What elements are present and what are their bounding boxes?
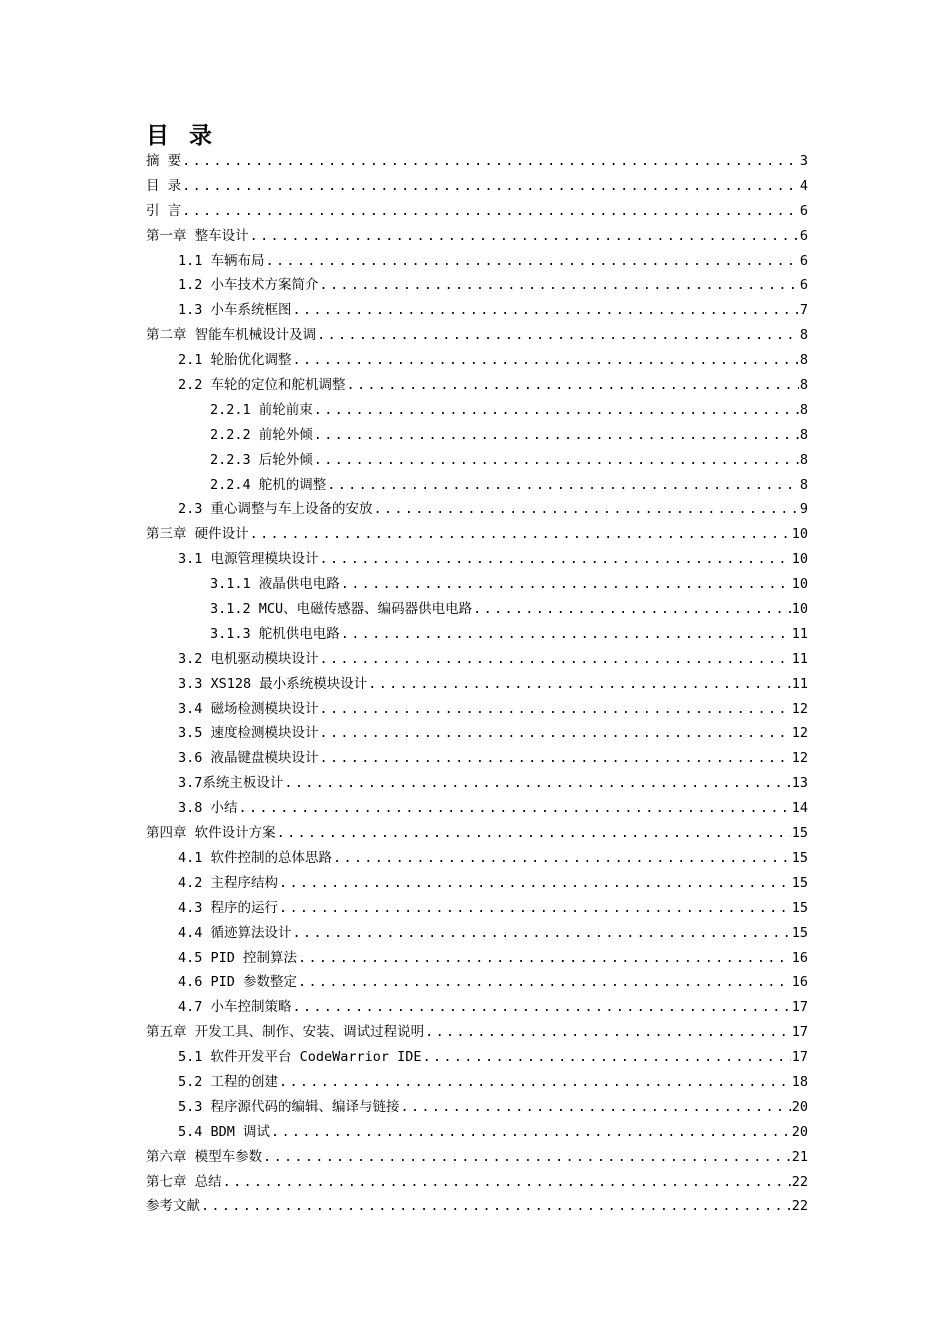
toc-entry[interactable] [146, 672, 808, 697]
toc-leader-dots [293, 995, 791, 1020]
toc-entry[interactable] [146, 199, 808, 224]
toc-leader-dots [314, 423, 799, 448]
toc-page-number: 8 [799, 451, 808, 468]
toc-entry[interactable] [146, 871, 808, 896]
toc-leader-dots [277, 821, 791, 846]
toc-leader-dots [341, 572, 791, 597]
toc-entry-label: 5.3 程序源代码的编辑、编译与链接 [178, 1098, 400, 1115]
toc-leader-dots [347, 373, 799, 398]
toc-page-number: 11 [791, 675, 808, 692]
toc-entry[interactable] [146, 273, 808, 298]
toc-entry-label: 3.4 磁场检测模块设计 [178, 700, 319, 717]
toc-page-number: 6 [799, 227, 808, 244]
toc-entry[interactable] [146, 647, 808, 672]
toc-leader-dots [368, 672, 790, 697]
toc-entry[interactable] [146, 771, 808, 796]
toc-entry-label: 5.1 软件开发平台 CodeWarrior IDE [178, 1049, 422, 1066]
toc-entry-label: 引 言 [146, 202, 182, 219]
toc-entry-label: 3.6 液晶键盘模块设计 [178, 750, 319, 767]
toc-entry-label: 2.2 车轮的定位和舵机调整 [178, 377, 346, 394]
toc-entry[interactable] [146, 896, 808, 921]
toc-leader-dots [293, 348, 799, 373]
toc-entry-label: 3.1.1 液晶供电电路 [210, 576, 340, 593]
toc-leader-dots [223, 1170, 791, 1195]
toc-page-number: 21 [791, 1148, 808, 1165]
toc-entry[interactable] [146, 697, 808, 722]
toc-leader-dots [298, 970, 791, 995]
toc-leader-dots [182, 149, 799, 174]
toc-entry-label: 2.2.4 舵机的调整 [210, 476, 327, 493]
toc-entry-label: 第七章 总结 [146, 1173, 222, 1190]
toc-entry[interactable] [146, 398, 808, 423]
toc-entry-label: 5.4 BDM 调试 [178, 1123, 271, 1140]
toc-entry[interactable] [146, 174, 808, 199]
toc-entry[interactable] [146, 721, 808, 746]
toc-entry[interactable] [146, 149, 808, 174]
toc-entry-label: 3.2 电机驱动模块设计 [178, 650, 319, 667]
toc-page-number: 15 [791, 849, 808, 866]
toc-entry-label: 1.3 小车系统框图 [178, 302, 292, 319]
toc-entry[interactable] [146, 921, 808, 946]
toc-entry-label: 2.2.2 前轮外倾 [210, 426, 313, 443]
toc-leader-dots [298, 946, 791, 971]
toc-leader-dots [201, 1194, 791, 1219]
toc-page-number: 17 [791, 1049, 808, 1066]
toc-entry[interactable] [146, 1020, 808, 1045]
toc-page-number: 15 [791, 874, 808, 891]
toc-entry-label: 4.1 软件控制的总体思路 [178, 849, 333, 866]
toc-page-number: 16 [791, 949, 808, 966]
toc-entry[interactable] [146, 522, 808, 547]
toc-page-number: 7 [799, 302, 808, 319]
toc-entry-label: 3.3 XS128 最小系统模块设计 [178, 675, 368, 692]
toc-entry-label: 4.2 主程序结构 [178, 874, 279, 891]
toc-leader-dots [293, 298, 799, 323]
toc-entry[interactable] [146, 622, 808, 647]
toc-page-number: 20 [791, 1123, 808, 1140]
toc-entry[interactable] [146, 423, 808, 448]
toc-page-number: 10 [791, 551, 808, 568]
toc-entry[interactable] [146, 1095, 808, 1120]
toc-page-number: 8 [799, 352, 808, 369]
toc-page-number: 8 [799, 401, 808, 418]
toc-leader-dots [374, 497, 799, 522]
toc-page-number: 15 [791, 899, 808, 916]
toc-page-number: 18 [791, 1073, 808, 1090]
toc-page-number: 6 [799, 252, 808, 269]
toc-entry-label: 1.1 车辆布局 [178, 252, 265, 269]
toc-entry[interactable] [146, 473, 808, 498]
toc-leader-dots [320, 746, 791, 771]
toc-page-number: 17 [791, 1024, 808, 1041]
toc-page-number: 16 [791, 974, 808, 991]
toc-page-number: 15 [791, 825, 808, 842]
toc-leader-dots [320, 721, 791, 746]
toc-page-number: 14 [791, 800, 808, 817]
toc-entry-label: 参考文献 [146, 1198, 200, 1215]
toc-leader-dots [341, 622, 791, 647]
toc-leader-dots [279, 871, 791, 896]
toc-entry-label: 3.1.2 MCU、电磁传感器、编码器供电电路 [210, 601, 473, 618]
toc-page-number: 10 [791, 576, 808, 593]
toc-entry[interactable] [146, 572, 808, 597]
toc-page-number: 13 [791, 775, 808, 792]
toc-entry[interactable] [146, 846, 808, 871]
toc-page-number: 11 [791, 625, 808, 642]
toc-entry-label: 2.1 轮胎优化调整 [178, 352, 292, 369]
toc-entry[interactable] [146, 448, 808, 473]
toc-leader-dots [271, 1120, 791, 1145]
toc-page-number: 10 [791, 526, 808, 543]
toc-leader-dots [314, 398, 799, 423]
toc-title: 目 录 [146, 123, 219, 149]
toc-page-number: 17 [791, 999, 808, 1016]
toc-leader-dots [320, 697, 791, 722]
toc-page-number: 20 [791, 1098, 808, 1115]
toc-leader-dots [239, 796, 791, 821]
toc-entry-label: 4.5 PID 控制算法 [178, 949, 298, 966]
toc-entry[interactable] [146, 946, 808, 971]
toc-leader-dots [401, 1095, 791, 1120]
toc-page-number: 22 [791, 1198, 808, 1215]
toc-entry-label: 3.1.3 舵机供电电路 [210, 625, 340, 642]
toc-entry-label: 目 录 [146, 177, 182, 194]
toc-leader-dots [250, 522, 791, 547]
toc-page-number: 8 [799, 426, 808, 443]
toc-entry[interactable] [146, 373, 808, 398]
toc-leader-dots [279, 896, 791, 921]
toc-entry[interactable] [146, 1170, 808, 1195]
toc-leader-dots [333, 846, 791, 871]
toc-leader-dots [425, 1020, 791, 1045]
toc-entry-label: 4.4 循迹算法设计 [178, 924, 292, 941]
toc-entry[interactable] [146, 1045, 808, 1070]
toc-entry-label: 第五章 开发工具、制作、安装、调试过程说明 [146, 1024, 425, 1041]
toc-entry-label: 第二章 智能车机械设计及调 [146, 327, 317, 344]
toc-leader-dots [320, 273, 799, 298]
toc-entry[interactable] [146, 796, 808, 821]
toc-leader-dots [284, 771, 790, 796]
toc-entry-label: 5.2 工程的创建 [178, 1073, 279, 1090]
toc-page-number: 8 [799, 327, 808, 344]
toc-page-number: 11 [791, 650, 808, 667]
toc-entry-label: 3.7系统主板设计 [178, 775, 284, 792]
toc-leader-dots [279, 1070, 791, 1095]
toc-entry-label: 第四章 软件设计方案 [146, 825, 276, 842]
toc-entry[interactable] [146, 746, 808, 771]
toc-entry-label: 摘 要 [146, 153, 182, 169]
toc-entry[interactable] [146, 298, 808, 323]
toc-leader-dots [263, 1145, 791, 1170]
toc-leader-dots [266, 249, 799, 274]
toc-entry[interactable] [146, 224, 808, 249]
table-of-contents [146, 149, 808, 1219]
toc-page-number: 12 [791, 750, 808, 767]
toc-entry[interactable] [146, 348, 808, 373]
toc-entry-label: 1.2 小车技术方案简介 [178, 277, 319, 294]
toc-leader-dots [320, 547, 791, 572]
toc-page-number: 6 [799, 277, 808, 294]
toc-entry-label: 第六章 模型车参数 [146, 1148, 263, 1165]
toc-page-number: 15 [791, 924, 808, 941]
toc-leader-dots [314, 448, 799, 473]
toc-entry-label: 第三章 硬件设计 [146, 526, 249, 543]
toc-page-number: 3 [799, 153, 808, 169]
toc-leader-dots [423, 1045, 791, 1070]
toc-page-number: 12 [791, 700, 808, 717]
toc-entry-label: 3.1 电源管理模块设计 [178, 551, 319, 568]
toc-page-number: 6 [799, 202, 808, 219]
toc-entry[interactable] [146, 547, 808, 572]
toc-page-number: 8 [799, 476, 808, 493]
toc-page-number: 10 [791, 601, 808, 618]
toc-page-number: 12 [791, 725, 808, 742]
toc-entry-label: 2.3 重心调整与车上设备的安放 [178, 501, 373, 518]
toc-leader-dots [250, 224, 799, 249]
toc-entry[interactable] [146, 1120, 808, 1145]
toc-entry[interactable] [146, 821, 808, 846]
toc-page-number: 22 [791, 1173, 808, 1190]
toc-entry[interactable] [146, 249, 808, 274]
toc-entry-label: 3.8 小结 [178, 800, 238, 817]
toc-entry-label: 2.2.3 后轮外倾 [210, 451, 313, 468]
toc-leader-dots [327, 473, 799, 498]
toc-leader-dots [473, 597, 791, 622]
toc-entry-label: 4.7 小车控制策略 [178, 999, 292, 1016]
toc-leader-dots [320, 647, 791, 672]
toc-page-number: 8 [799, 377, 808, 394]
toc-entry-label: 4.6 PID 参数整定 [178, 974, 298, 991]
toc-entry[interactable] [146, 970, 808, 995]
toc-entry[interactable] [146, 1070, 808, 1095]
toc-entry-label: 4.3 程序的运行 [178, 899, 279, 916]
toc-page-number: 9 [799, 501, 808, 518]
toc-leader-dots [317, 323, 799, 348]
toc-entry-label: 第一章 整车设计 [146, 227, 249, 244]
toc-page-number: 4 [799, 177, 808, 194]
toc-entry-label: 2.2.1 前轮前束 [210, 401, 313, 418]
toc-entry[interactable] [146, 995, 808, 1020]
toc-leader-dots [182, 199, 799, 224]
toc-entry[interactable] [146, 497, 808, 522]
toc-leader-dots [293, 921, 791, 946]
toc-entry[interactable] [146, 1145, 808, 1170]
toc-entry[interactable] [146, 323, 808, 348]
toc-entry-label: 3.5 速度检测模块设计 [178, 725, 319, 742]
toc-entry[interactable] [146, 1194, 808, 1219]
toc-entry[interactable] [146, 597, 808, 622]
toc-leader-dots [182, 174, 799, 199]
